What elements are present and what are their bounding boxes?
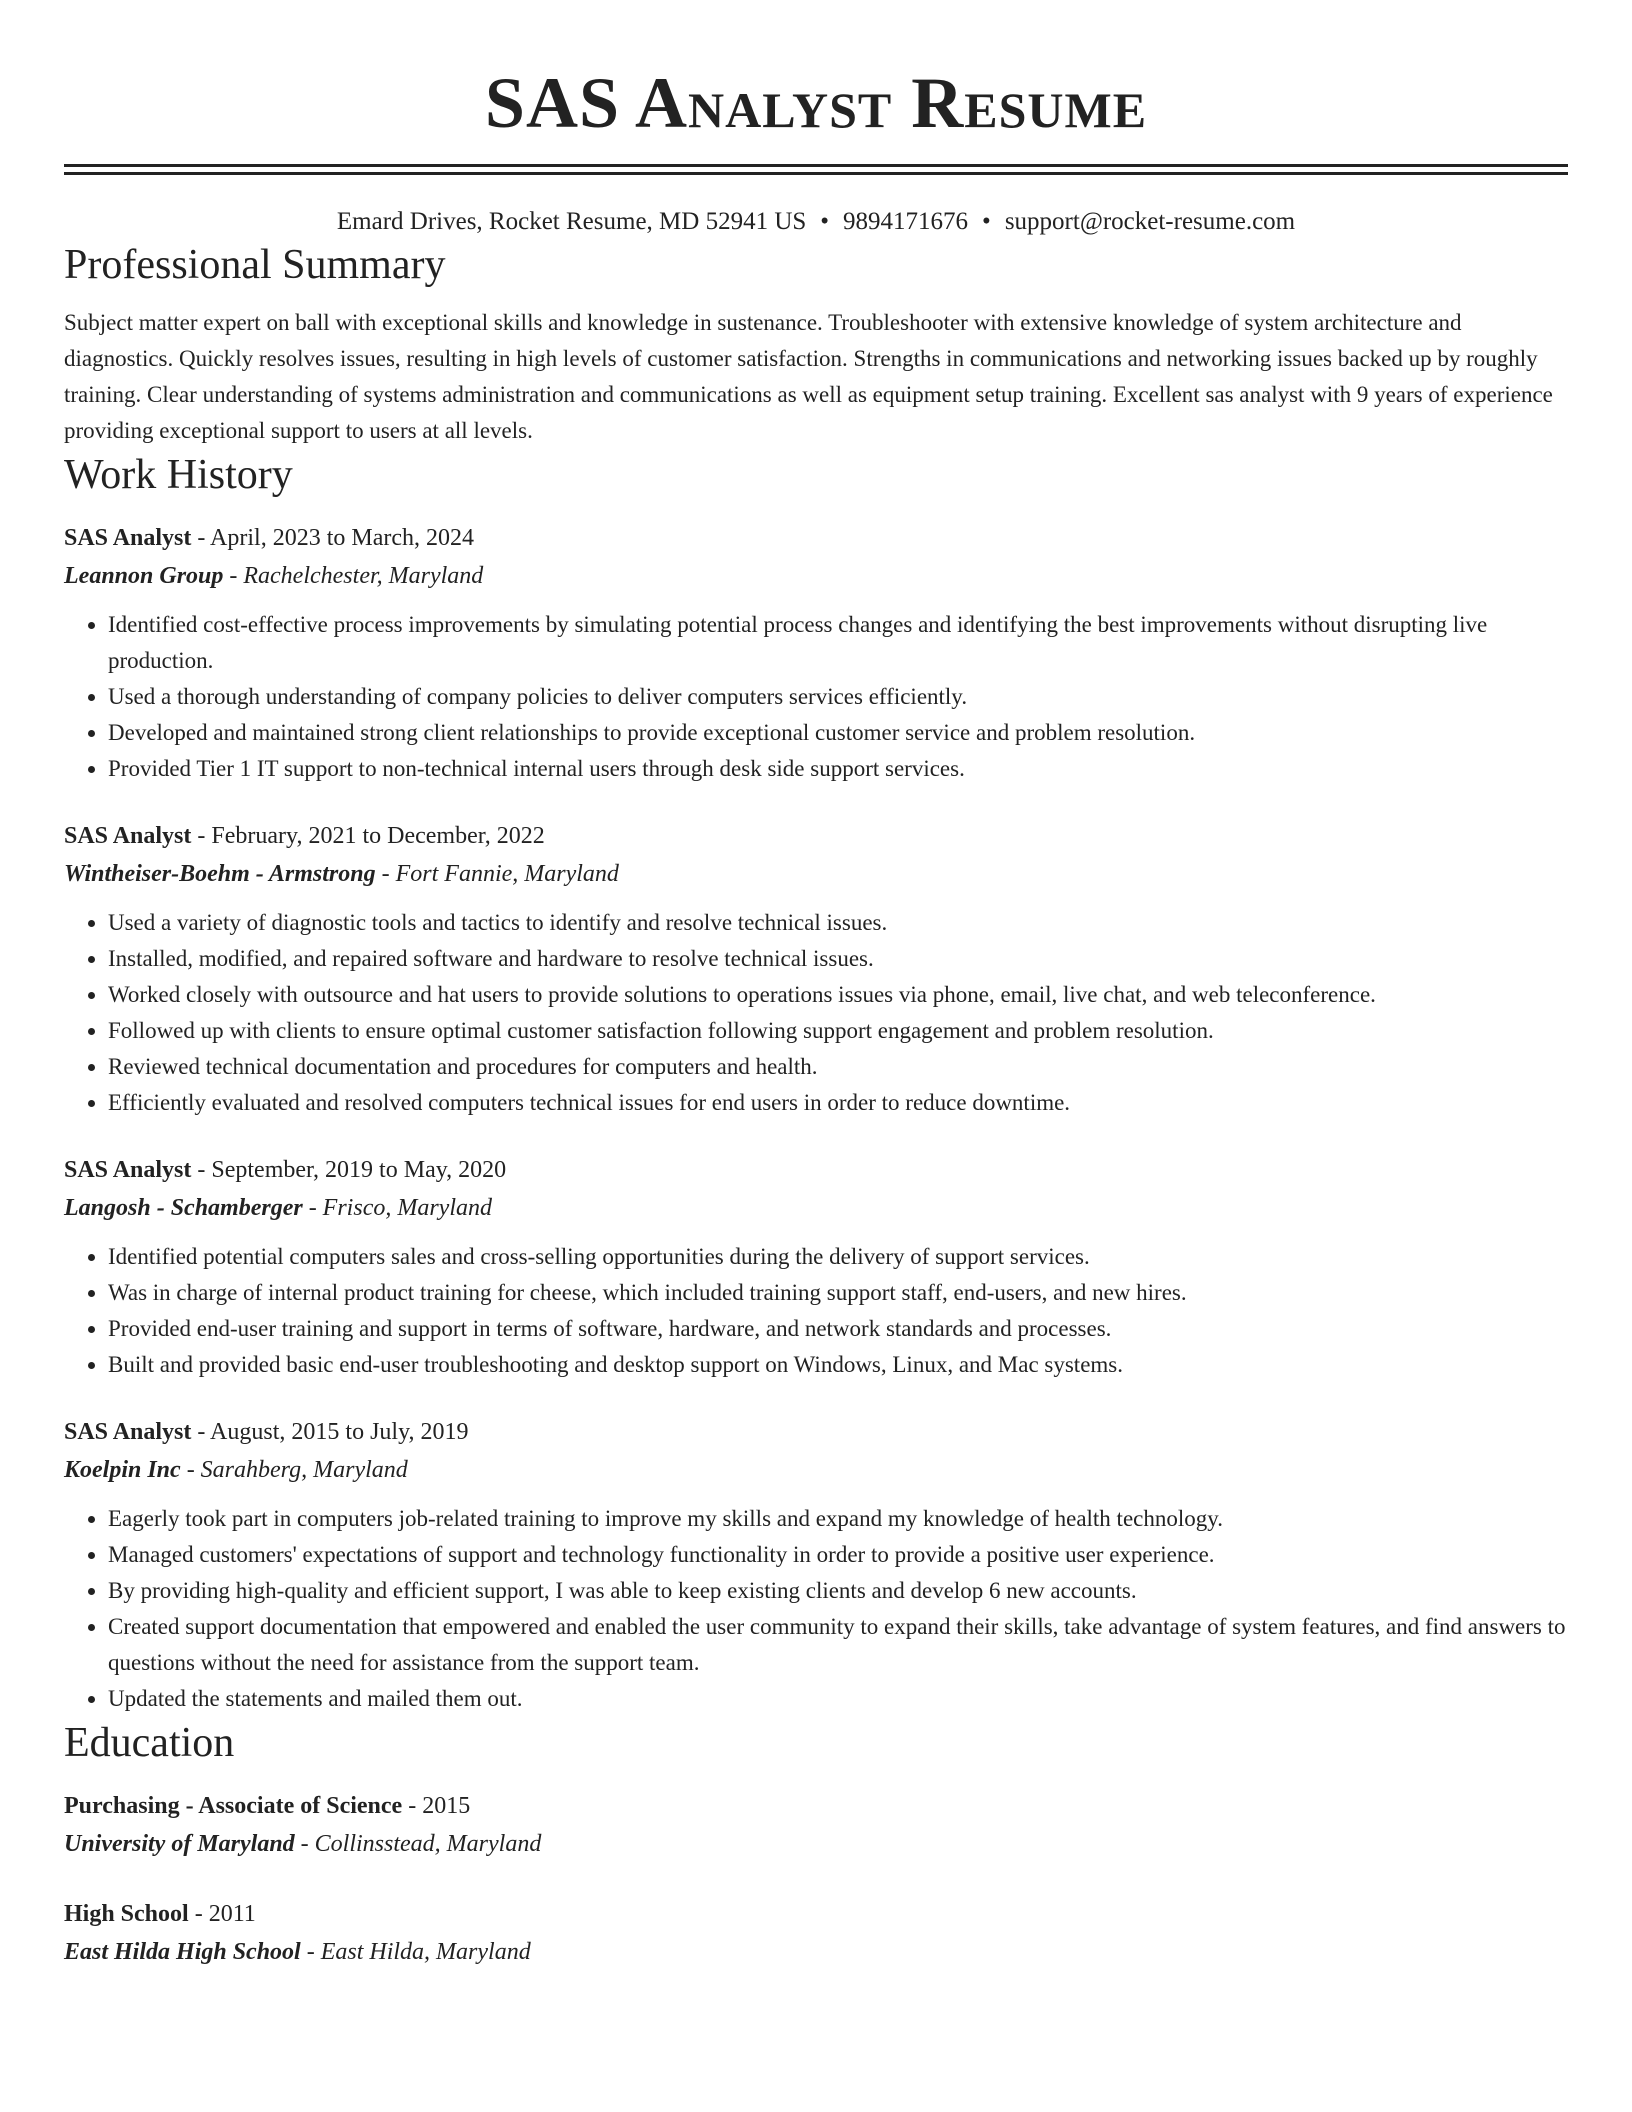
job-title-line [64, 1151, 1568, 1189]
job-duties-list [64, 1239, 1568, 1383]
education-entry [64, 1895, 1568, 1971]
school-line [64, 1825, 1568, 1863]
job-company: Koelpin Inc [64, 1457, 181, 1483]
list-item: • Identified potential computers sales and cross-selling opportunities during the delivery of support services. [108, 1239, 1568, 1275]
degree-line [64, 1787, 1568, 1825]
job-company: Langosh - Schamberger [64, 1195, 303, 1221]
list-item: • Used a thorough understanding of company policies to deliver computers services efficiently. [108, 679, 1568, 715]
list-item: • Reviewed technical documentation and procedures for computers and health. [108, 1049, 1568, 1085]
job-title-line [64, 519, 1568, 557]
job-duties-list [64, 607, 1568, 787]
list-item: • Was in charge of internal product training for cheese, which included training support staff, end-users, and new hires. [108, 1275, 1568, 1311]
summary-heading: Professional Summary [64, 242, 446, 288]
job-entry [64, 1151, 1568, 1383]
job-location: - Frisco, Maryland [302, 1195, 492, 1221]
job-location: - Fort Fannie, Maryland [375, 861, 619, 887]
job-role: SAS Analyst [64, 823, 192, 849]
contact-email[interactable]: support@rocket-resume.com [1004, 208, 1296, 235]
list-item: • Updated the statements and mailed them out. [108, 1681, 1568, 1717]
list-item: • Created support documentation that empowered and enabled the user community to expand their skills, take advantage of system features, and find answers to questions without the need for assistance from the support team. [108, 1609, 1568, 1681]
degree-line [64, 1895, 1568, 1933]
list-item: • Provided Tier 1 IT support to non-technical internal users through desk side support services. [108, 751, 1568, 787]
job-entry [64, 519, 1568, 787]
job-location: - Rachelchester, Maryland [223, 563, 484, 589]
job-title-line [64, 817, 1568, 855]
list-item: • Eagerly took part in computers job-related training to improve my skills and expand my knowledge of health technology. [108, 1501, 1568, 1537]
contact-separator: • [820, 208, 830, 235]
company-line [64, 855, 1568, 893]
job-duties-list [64, 905, 1568, 1121]
contact-phone: 9894171676 [843, 208, 969, 235]
list-item: • By providing high-quality and efficient support, I was able to keep existing clients and develop 6 new accounts. [108, 1573, 1568, 1609]
list-item: • Used a variety of diagnostic tools and tactics to identify and resolve technical issues. [108, 905, 1568, 941]
job-company: Wintheiser-Boehm - Armstrong [64, 861, 376, 887]
resume-title: SAS Analyst Resume [484, 63, 1148, 143]
list-item: • Built and provided basic end-user troubleshooting and desktop support on Windows, Linux, and Mac systems. [108, 1347, 1568, 1383]
job-role: SAS Analyst [64, 1419, 192, 1445]
job-company: Leannon Group [64, 563, 224, 589]
company-line [64, 1189, 1568, 1227]
resume-page [64, 0, 1568, 1971]
contact-address: Emard Drives, Rocket Resume, MD 52941 US [336, 208, 807, 235]
list-item: • Provided end-user training and support in terms of software, hardware, and network standards and processes. [108, 1311, 1568, 1347]
company-line [64, 557, 1568, 595]
list-item: • Managed customers' expectations of support and technology functionality in order to provide a positive user experience. [108, 1537, 1568, 1573]
education-location: - East Hilda, Maryland [300, 1939, 531, 1965]
list-item: • Installed, modified, and repaired software and hardware to resolve technical issues. [108, 941, 1568, 977]
title-divider [64, 164, 1568, 175]
list-item: • Developed and maintained strong client relationships to provide exceptional customer service and problem resolution. [108, 715, 1568, 751]
contact-line [64, 205, 1568, 239]
job-role: SAS Analyst [64, 525, 192, 551]
list-item: • Followed up with clients to ensure optimal customer satisfaction following support engagement and problem resolution. [108, 1013, 1568, 1049]
education-heading: Education [64, 1720, 235, 1766]
contact-separator: • [982, 208, 991, 235]
education-degree: High School [64, 1901, 189, 1927]
work-history-heading: Work History [64, 452, 293, 498]
list-item: • Efficiently evaluated and resolved computers technical issues for end users in order to reduce downtime. [108, 1085, 1568, 1121]
job-entry [64, 1413, 1568, 1717]
education-location: - Collinsstead, Maryland [294, 1831, 542, 1857]
education-degree: Purchasing - Associate of Science [64, 1793, 403, 1819]
education-year: - 2011 [188, 1901, 256, 1927]
job-entry [64, 817, 1568, 1121]
job-role: SAS Analyst [64, 1157, 192, 1183]
list-item: • Identified cost-effective process improvements by simulating potential process changes and identifying the best improvements without disrupting live production. [108, 607, 1568, 679]
job-dates: - August, 2015 to July, 2019 [191, 1419, 469, 1445]
education-year: - 2015 [402, 1793, 471, 1819]
education-school: East Hilda High School [64, 1939, 301, 1965]
job-dates: - February, 2021 to December, 2022 [191, 823, 545, 849]
job-dates: - September, 2019 to May, 2020 [191, 1157, 507, 1183]
list-item: • Worked closely with outsource and hat users to provide solutions to operations issues via phone, email, live chat, and web teleconference. [108, 977, 1568, 1013]
job-duties-list [64, 1501, 1568, 1717]
company-line [64, 1451, 1568, 1489]
job-dates: - April, 2023 to March, 2024 [191, 525, 475, 551]
school-line [64, 1933, 1568, 1971]
education-entry [64, 1787, 1568, 1863]
job-title-line [64, 1413, 1568, 1451]
job-location: - Sarahberg, Maryland [180, 1457, 408, 1483]
summary-text: Subject matter expert on ball with exceptional skills and knowledge in sustenance. Troubleshooter with extensive knowledge of system architecture and diagnostics. Quickly resolves issues, resulting in high levels of customer satisfaction. Strengths in communications and networking issues backed up by roughly training. Clear understanding of systems administration and communications as well as equipment setup training. Excellent sas analyst with 9 years of experience providing exceptional support to users at all levels. [64, 310, 1553, 443]
education-school: University of Maryland [64, 1831, 295, 1857]
